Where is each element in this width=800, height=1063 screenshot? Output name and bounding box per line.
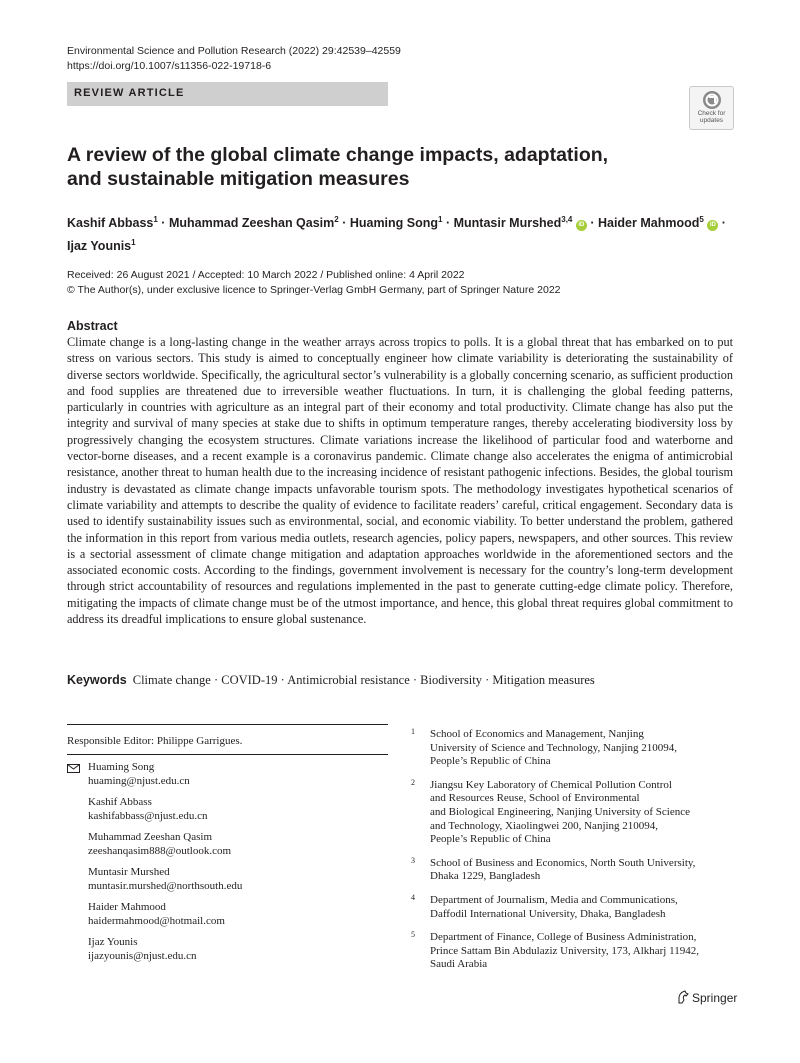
check-updates-icon (702, 90, 722, 110)
orcid-icon[interactable]: iD (576, 220, 587, 231)
publisher-name: Springer (692, 991, 738, 1005)
article-type-bar (67, 82, 388, 106)
contact-entry (67, 936, 387, 963)
footnote-divider (67, 724, 388, 725)
affiliation-number: 5 (411, 930, 415, 940)
publisher-logo (676, 990, 737, 1005)
affiliation-line: School of Business and Economics, North South University, (430, 856, 696, 869)
contact-name: Kashif Abbass (88, 796, 152, 808)
affiliation-line: Saudi Arabia (430, 958, 488, 971)
publication-dates (67, 268, 561, 298)
affiliation-line: and Technology, Xiaolingwei 200, Nanjing 210094, (430, 819, 659, 832)
affiliation-number: 2 (411, 777, 415, 787)
contact-entry (67, 831, 387, 858)
article-type-label: REVIEW ARTICLE (74, 87, 185, 99)
author-affiliation-ref: 1 (153, 215, 158, 224)
affiliation-line: School of Economics and Management, Nanjing (430, 728, 644, 740)
contact-name: Haider Mahmood (88, 901, 166, 913)
springer-horse-icon (676, 990, 689, 1004)
author-line-1: Kashif Abbass$^1$ · Muhammad Zeeshan Qasim$^2$ · Huaming Song$^1$ · Muntasir Murshed$^{3,4}$ iD · Haider Mahmood$^5$ iD · (67, 215, 726, 231)
keywords-label: Keywords (67, 673, 127, 687)
affiliation-line: Department of Finance, College of Business Administration, (430, 931, 697, 944)
orcid-icon[interactable]: iD (707, 220, 718, 231)
author-affiliation-ref: 3,4 (561, 215, 573, 224)
envelope-icon (67, 764, 80, 773)
check-updates-line2: updates (699, 117, 724, 124)
author-contacts (67, 761, 387, 971)
author-name: Muntasir Murshed (453, 216, 562, 231)
affiliation-line: Daffodil International University, Dhaka, Bangladesh (430, 907, 666, 920)
contact-email[interactable]: haidermahmood@hotmail.com (88, 914, 225, 927)
journal-header (67, 44, 401, 74)
affiliation-item (409, 857, 739, 884)
keywords-list: Climate change · COVID-19 · Antimicrobial resistance · Biodiversity · Mitigation measures (132, 673, 595, 687)
author-name: Ijaz Younis (67, 239, 132, 254)
article-title (67, 143, 707, 191)
author-affiliation-ref: 1 (131, 238, 136, 248)
abstract-text: Climate change is a long-lasting change in the weather arrays across tropics to polls. It is a global threat that has embarked on to put stress on various sectors. This study is aimed to conceptually engineer how climate variability is deteriorating the sustainability of diverse sectors worldwide. Specifically, the agricultural sector’s vulnerability is a globally concerning scenario, as sufficient production and food supplies are threatened due to irreversible weather fluctuations. In turn, it is challenging the global feeding patterns, particularly in countries with agriculture as an integral part of their economy and total productivity. Climate change has also put the integrity and survival of many species at stake due to shifts in optimum temperature ranges, thereby accelerating biodiversity loss by progressively changing the ecosystem structures. Climate variations increase the likelihood of particular food and waterborne and vector-borne diseases, and a recent example is a coronavirus pandemic. Climate change also accelerates the enigma of antimicrobial resistance, another threat to human health due to the increasing incidence of resistant pathogenic infections. Besides, the global tourism industry is devastated as climate change impacts unfavorable tourism spots. The methodology investigates hypothetical scenarios of climate variability and attempts to describe the quality of evidence to facilitate readers’ careful, critical engagement. Secondary data is used to identify sustainability issues such as environmental, social, and economic viability. To better understand the problem, gathered the information in this report from various media outlets, research agencies, policy papers, newspapers, and other sources. This review is a sectorial assessment of climate change mitigation and adaptation approaches worldwide in the aforementioned sectors and the associated economic costs. According to the findings, government involvement is necessary for the country’s long-term development through strict accountability of resources and regulations implemented in the past to generate cutting-edge climate policy. Therefore, mitigating the impacts of climate change must be of the utmost importance, and hence, this global threat requires global commitment to address its dreadful implications to ensure global sustenance. (67, 335, 733, 627)
contact-name: Muntasir Murshed (88, 866, 170, 878)
author-name: Muhammad Zeeshan Qasim (168, 216, 335, 231)
copyright-line: © The Author(s), under exclusive licence to Springer-Verlag GmbH Germany, part of Springer Nature 2022 (67, 284, 561, 296)
contact-entry (67, 901, 387, 928)
affiliation-item (409, 931, 739, 972)
contact-entry (67, 761, 387, 788)
check-updates-line1: Check for (697, 110, 726, 117)
author-separator: · (338, 216, 350, 231)
contact-email[interactable]: ijazyounis@njust.edu.cn (88, 949, 197, 962)
title-line-2: and sustainable mitigation measures (67, 168, 410, 190)
contact-email[interactable]: kashifabbass@njust.edu.cn (88, 809, 208, 822)
author-separator: · (157, 216, 169, 231)
affiliation-line: Prince Sattam Bin Abdulaziz University, 173, Alkharj 11942, (430, 944, 699, 957)
keywords (67, 672, 747, 688)
abstract-heading: Abstract (67, 319, 118, 333)
affiliation-item (409, 779, 739, 847)
author-list (67, 210, 747, 256)
author-separator: · (586, 216, 598, 231)
affiliations (409, 728, 739, 982)
author-affiliation-ref: 2 (334, 215, 339, 224)
contact-name: Muhammad Zeeshan Qasim (88, 831, 213, 843)
contact-email[interactable]: muntasir.murshed@northsouth.edu (88, 879, 243, 892)
footnote-divider (67, 754, 388, 755)
affiliation-number: 4 (411, 892, 415, 902)
contact-email[interactable]: zeeshanqasim888@outlook.com (88, 844, 232, 857)
contact-name: Ijaz Younis (88, 936, 138, 948)
affiliation-item (409, 728, 739, 769)
affiliation-line: University of Science and Technology, Nanjing 210094, (430, 741, 677, 754)
affiliation-line: Jiangsu Key Laboratory of Chemical Pollution Control (430, 778, 672, 791)
author-line-2 (67, 233, 747, 256)
check-for-updates-badge[interactable] (689, 86, 734, 130)
responsible-editor: Responsible Editor: Philippe Garrigues. (67, 735, 243, 747)
doi-link[interactable]: https://doi.org/10.1007/s11356-022-19718-6 (67, 60, 272, 72)
affiliation-line: People’s Republic of China (430, 833, 551, 846)
author-affiliation-ref: 1 (438, 215, 443, 224)
affiliation-line: Department of Journalism, Media and Communications, (430, 893, 678, 906)
contact-name: Huaming Song (88, 761, 155, 773)
affiliation-item (409, 894, 739, 921)
affiliation-line: and Biological Engineering, Nanjing University of Science (430, 805, 690, 818)
author-affiliation-ref: 5 (699, 215, 704, 224)
contact-email[interactable]: huaming@njust.edu.cn (88, 774, 190, 787)
affiliation-line: Dhaka 1229, Bangladesh (430, 870, 541, 883)
journal-citation: Environmental Science and Pollution Research (2022) 29:42539–42559 (67, 45, 401, 57)
publication-history: Received: 26 August 2021 / Accepted: 10 March 2022 / Published online: 4 April 2022 (67, 269, 465, 281)
affiliation-line: People’s Republic of China (430, 755, 551, 768)
affiliation-line: and Resources Reuse, School of Environmental (430, 792, 640, 805)
contact-entry (67, 796, 387, 823)
title-line-1: A review of the global climate change impacts, adaptation, (67, 144, 609, 166)
contact-entry (67, 866, 387, 893)
author-separator: · (442, 216, 454, 231)
affiliation-number: 1 (411, 727, 415, 736)
author-name: Huaming Song (349, 216, 439, 231)
author-name: Haider Mahmood (597, 216, 700, 231)
affiliation-number: 3 (411, 855, 415, 865)
author-name: Kashif Abbass (67, 216, 154, 231)
